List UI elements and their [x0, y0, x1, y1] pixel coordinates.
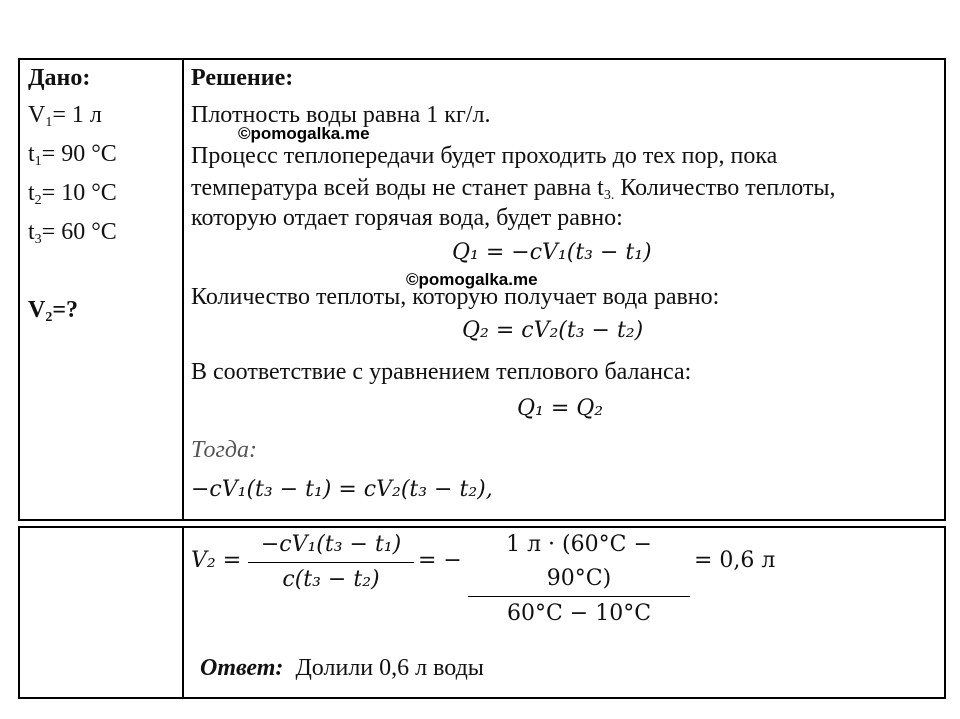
solution-line-heat-given: которую отдает горячая вода, будет равно:	[191, 205, 623, 231]
column-divider	[182, 60, 184, 519]
solution-line-temperature: температура всей воды не станет равна $t_{3.}$ Количество теплоты,	[191, 175, 836, 203]
solution-title: Решение:	[191, 65, 294, 91]
final-lhs: V₂ =	[191, 548, 242, 573]
solution-then: Тогда:	[191, 437, 257, 463]
answer-text: Долили 0,6 л воды	[295, 655, 484, 681]
answer	[200, 654, 484, 682]
final-result: = 0,6 л	[694, 548, 776, 573]
fraction-symbolic	[248, 528, 414, 597]
equation-balance: Q₁ = Q₂	[517, 396, 604, 421]
fraction-numeric-denominator: 60°C − 10°C	[506, 601, 652, 626]
fraction-numeric-numerator: 1 л · (60°C − 90°C)	[468, 528, 690, 597]
given-t3: $t_3= 60$ °C	[28, 219, 117, 247]
final-mid: = −	[418, 548, 462, 573]
given-title: Дано:	[28, 65, 91, 91]
equation-q1: Q₁ = −cV₁(t₃ − t₁)	[452, 240, 652, 265]
solution-line-heat-received: Количество теплоты, которую получает вода равно:	[191, 284, 720, 310]
solution-line-balance: В соответствие с уравнением теплового баланса:	[191, 359, 692, 385]
answer-label: Ответ:	[200, 655, 284, 681]
fraction-symbolic-denominator: c(t₃ − t₂)	[282, 567, 380, 592]
watermark: ©pomogalka.me	[238, 124, 370, 143]
fraction-numeric	[468, 528, 690, 631]
fraction-symbolic-numerator: −cV₁(t₃ − t₁)	[248, 528, 414, 563]
equation-combined: −cV₁(t₃ − t₁) = cV₂(t₃ − t₂),	[191, 477, 493, 502]
solution-line-density: Плотность воды равна 1 кг/л.	[191, 102, 491, 128]
given-v1: $V_1= 1$ л	[28, 102, 102, 130]
solution-line-process: Процесс теплопередачи будет проходить до тех пор, пока	[191, 143, 778, 169]
given-t2: $t_2= 10$ °C	[28, 180, 117, 208]
column-divider	[182, 528, 184, 697]
watermark: ©pomogalka.me	[406, 270, 538, 289]
find-v2: $V_2=$?	[28, 297, 79, 325]
given-t1: $t_1= 90$ °C	[28, 141, 117, 169]
equation-q2: Q₂ = cV₂(t₃ − t₂)	[462, 318, 644, 343]
